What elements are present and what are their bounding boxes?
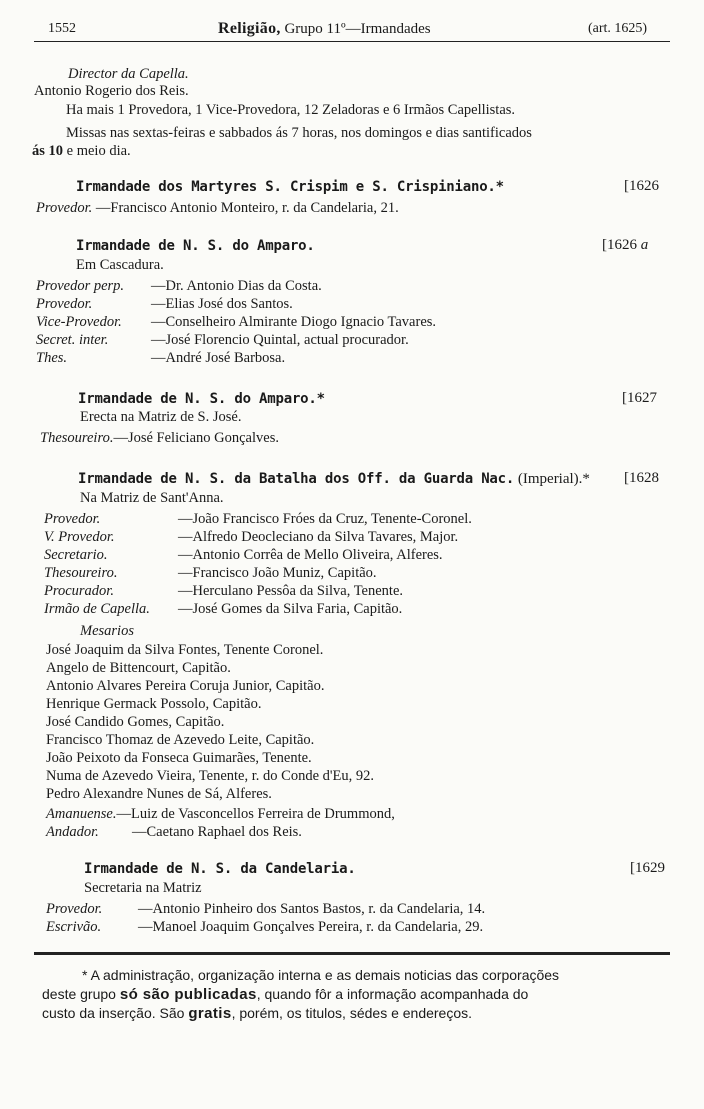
entry-1627-location: Erecta na Matriz de S. José. (80, 409, 242, 425)
footnote-rule (34, 952, 670, 955)
role-value: —Elias José dos Santos. (151, 296, 293, 312)
role-label: Amanuense. (46, 806, 117, 822)
director-role: Director da Capella. (68, 66, 189, 82)
entry-1628-location: Na Matriz de Sant'Anna. (80, 490, 224, 506)
article-reference: (art. 1625) (588, 21, 648, 36)
masses-note-1: Missas nas sextas-feiras e sabbados ás 7 horas, nos domingos e dias santificados (66, 125, 532, 141)
entry-1626-title: Irmandade dos Martyres S. Crispim e S. Crispiniano.* (76, 179, 504, 195)
role-label: Provedor. (36, 296, 93, 312)
role-label: Thesoureiro. (44, 565, 118, 581)
mesario-item: Angelo de Bittencourt, Capitão. (46, 660, 231, 676)
role-value: —Conselheiro Almirante Diogo Ignacio Tavares. (151, 314, 437, 330)
role-value: —José Florencio Quintal, actual procurador. (151, 332, 409, 348)
entry-1629-number: [1629 (630, 860, 665, 876)
entry-1626a-title: Irmandade de N. S. do Amparo. (76, 238, 315, 254)
entry-1626-number: [1626 (624, 178, 659, 194)
role-label: Secretario. (44, 547, 108, 563)
footnote-line-1: * A administração, organização interna e as demais noticias das corporações (82, 967, 560, 983)
role-label: Provedor. (36, 200, 93, 216)
role-value: —João Francisco Fróes da Cruz, Tenente-Coronel. (178, 511, 472, 527)
entry-1628-officer (44, 582, 403, 600)
page-number: 1552 (48, 21, 76, 36)
entry-1626a-location: Em Cascadura. (76, 257, 164, 273)
role-label: Provedor. (44, 511, 101, 527)
entry-1628-officer (44, 528, 458, 546)
director-name: Antonio Rogerio dos Reis. (34, 83, 189, 99)
role-value: —André José Barbosa. (151, 350, 286, 366)
mesario-item: Numa de Azevedo Vieira, Tenente, r. do Conde d'Eu, 92. (46, 768, 374, 784)
entry-1627-number: [1627 (622, 390, 657, 406)
entry-1628-officer (44, 600, 402, 618)
role-label: V. Provedor. (44, 529, 115, 545)
role-value: —Caetano Raphael dos Reis. (132, 824, 302, 840)
entry-1628-officer (44, 564, 377, 582)
mesario-item: Francisco Thomaz de Azevedo Leite, Capitão. (46, 732, 315, 748)
role-value: —Dr. Antonio Dias da Costa. (151, 278, 322, 294)
entry-1626a-row (36, 349, 285, 367)
masses-note-2 (32, 142, 131, 160)
entry-1627-thesoureiro (40, 429, 279, 447)
role-label: Provedor perp. (36, 278, 125, 294)
entry-1629-row (46, 918, 483, 936)
mesario-item: Henrique Germack Possolo, Capitão. (46, 696, 262, 712)
andador-row (46, 823, 302, 841)
number-text: [1626 (602, 237, 637, 253)
footnote-text: , porém, os titulos, sédes e endereços. (231, 1005, 473, 1021)
number-suffix: a (640, 237, 649, 253)
header-rule (34, 41, 670, 42)
entry-1628-officer (44, 510, 472, 528)
role-value: —Antonio Corrêa de Mello Oliveira, Alferes. (178, 547, 443, 563)
footnote-line-3 (42, 1004, 472, 1023)
role-label: Irmão de Capella. (44, 601, 150, 617)
role-label: Procurador. (44, 583, 114, 599)
role-value: —Alfredo Deocleciano da Silva Tavares, Major. (178, 529, 459, 545)
title-main: Irmandade de N. S. da Batalha dos Off. da Guarda Nac. (78, 471, 515, 487)
entry-1628-number: [1628 (624, 470, 659, 486)
entry-1626a-row (36, 277, 322, 295)
mesario-item: Pedro Alexandre Nunes de Sá, Alferes. (46, 786, 272, 802)
members-note: Ha mais 1 Provedora, 1 Vice-Provedora, 12 Zeladoras e 6 Irmãos Capellistas. (66, 102, 516, 118)
entry-1626-provedor (36, 199, 399, 217)
mesario-item: Antonio Alvares Pereira Coruja Junior, Capitão. (46, 678, 325, 694)
role-label: Thesoureiro. (40, 430, 114, 446)
role-value: —Francisco João Muniz, Capitão. (178, 565, 377, 581)
masses-time-rest: e meio dia. (63, 143, 131, 159)
mesarios-label: Mesarios (80, 623, 134, 639)
footnote-emphasis: só são publicadas (119, 986, 257, 1003)
title-tail: (Imperial).* (514, 471, 590, 487)
mesario-item: João Peixoto da Fonseca Guimarães, Tenente. (46, 750, 312, 766)
footnote-line-2 (42, 985, 528, 1004)
entry-1626a-row (36, 331, 409, 349)
role-value: —Luiz de Vasconcellos Ferreira de Drummond, (116, 806, 395, 822)
masses-time-bold: ás 10 (32, 143, 64, 159)
role-value: —José Feliciano Gonçalves. (113, 430, 279, 446)
entry-1628-officer (44, 546, 443, 564)
entry-1626a-row (36, 313, 436, 331)
entry-1626a-number (602, 236, 648, 254)
role-value: —Herculano Pessôa da Silva, Tenente. (178, 583, 404, 599)
role-label: Escrivão. (46, 919, 102, 935)
role-value: —José Gomes da Silva Faria, Capitão. (178, 601, 403, 617)
entry-1629-location: Secretaria na Matriz (84, 880, 202, 896)
footnote-text: deste grupo (42, 986, 120, 1002)
mesario-item: José Joaquim da Silva Fontes, Tenente Coronel. (46, 642, 324, 658)
role-label: Andador. (46, 824, 99, 840)
role-label: Thes. (36, 350, 68, 366)
role-value: —Manoel Joaquim Gonçalves Pereira, r. da Candelaria, 29. (138, 919, 484, 935)
entry-1626a-row (36, 295, 293, 313)
footnote-text: custo da inserção. São (42, 1005, 189, 1021)
amanuense-row (46, 805, 395, 823)
role-value: —Antonio Pinheiro dos Santos Bastos, r. da Candelaria, 14. (138, 901, 486, 917)
entry-1629-row (46, 900, 485, 918)
entry-1627-title: Irmandade de N. S. do Amparo.* (78, 391, 325, 407)
role-value: —Francisco Antonio Monteiro, r. da Candelaria, 21. (95, 200, 399, 216)
running-title-rest: Grupo 11º—Irmandades (280, 21, 431, 37)
footnote-text: , quando fôr a informação acompanhada do (256, 986, 529, 1002)
role-label: Vice-Provedor. (36, 314, 122, 330)
entry-1629-title: Irmandade de N. S. da Candelaria. (84, 861, 356, 877)
running-title (218, 20, 431, 38)
role-label: Secret. inter. (36, 332, 109, 348)
footnote-emphasis: gratis (188, 1005, 232, 1022)
role-label: Provedor. (46, 901, 103, 917)
mesario-item: José Candido Gomes, Capitão. (46, 714, 225, 730)
entry-1628-title (78, 470, 590, 488)
running-title-bold: Religião, (218, 20, 281, 37)
